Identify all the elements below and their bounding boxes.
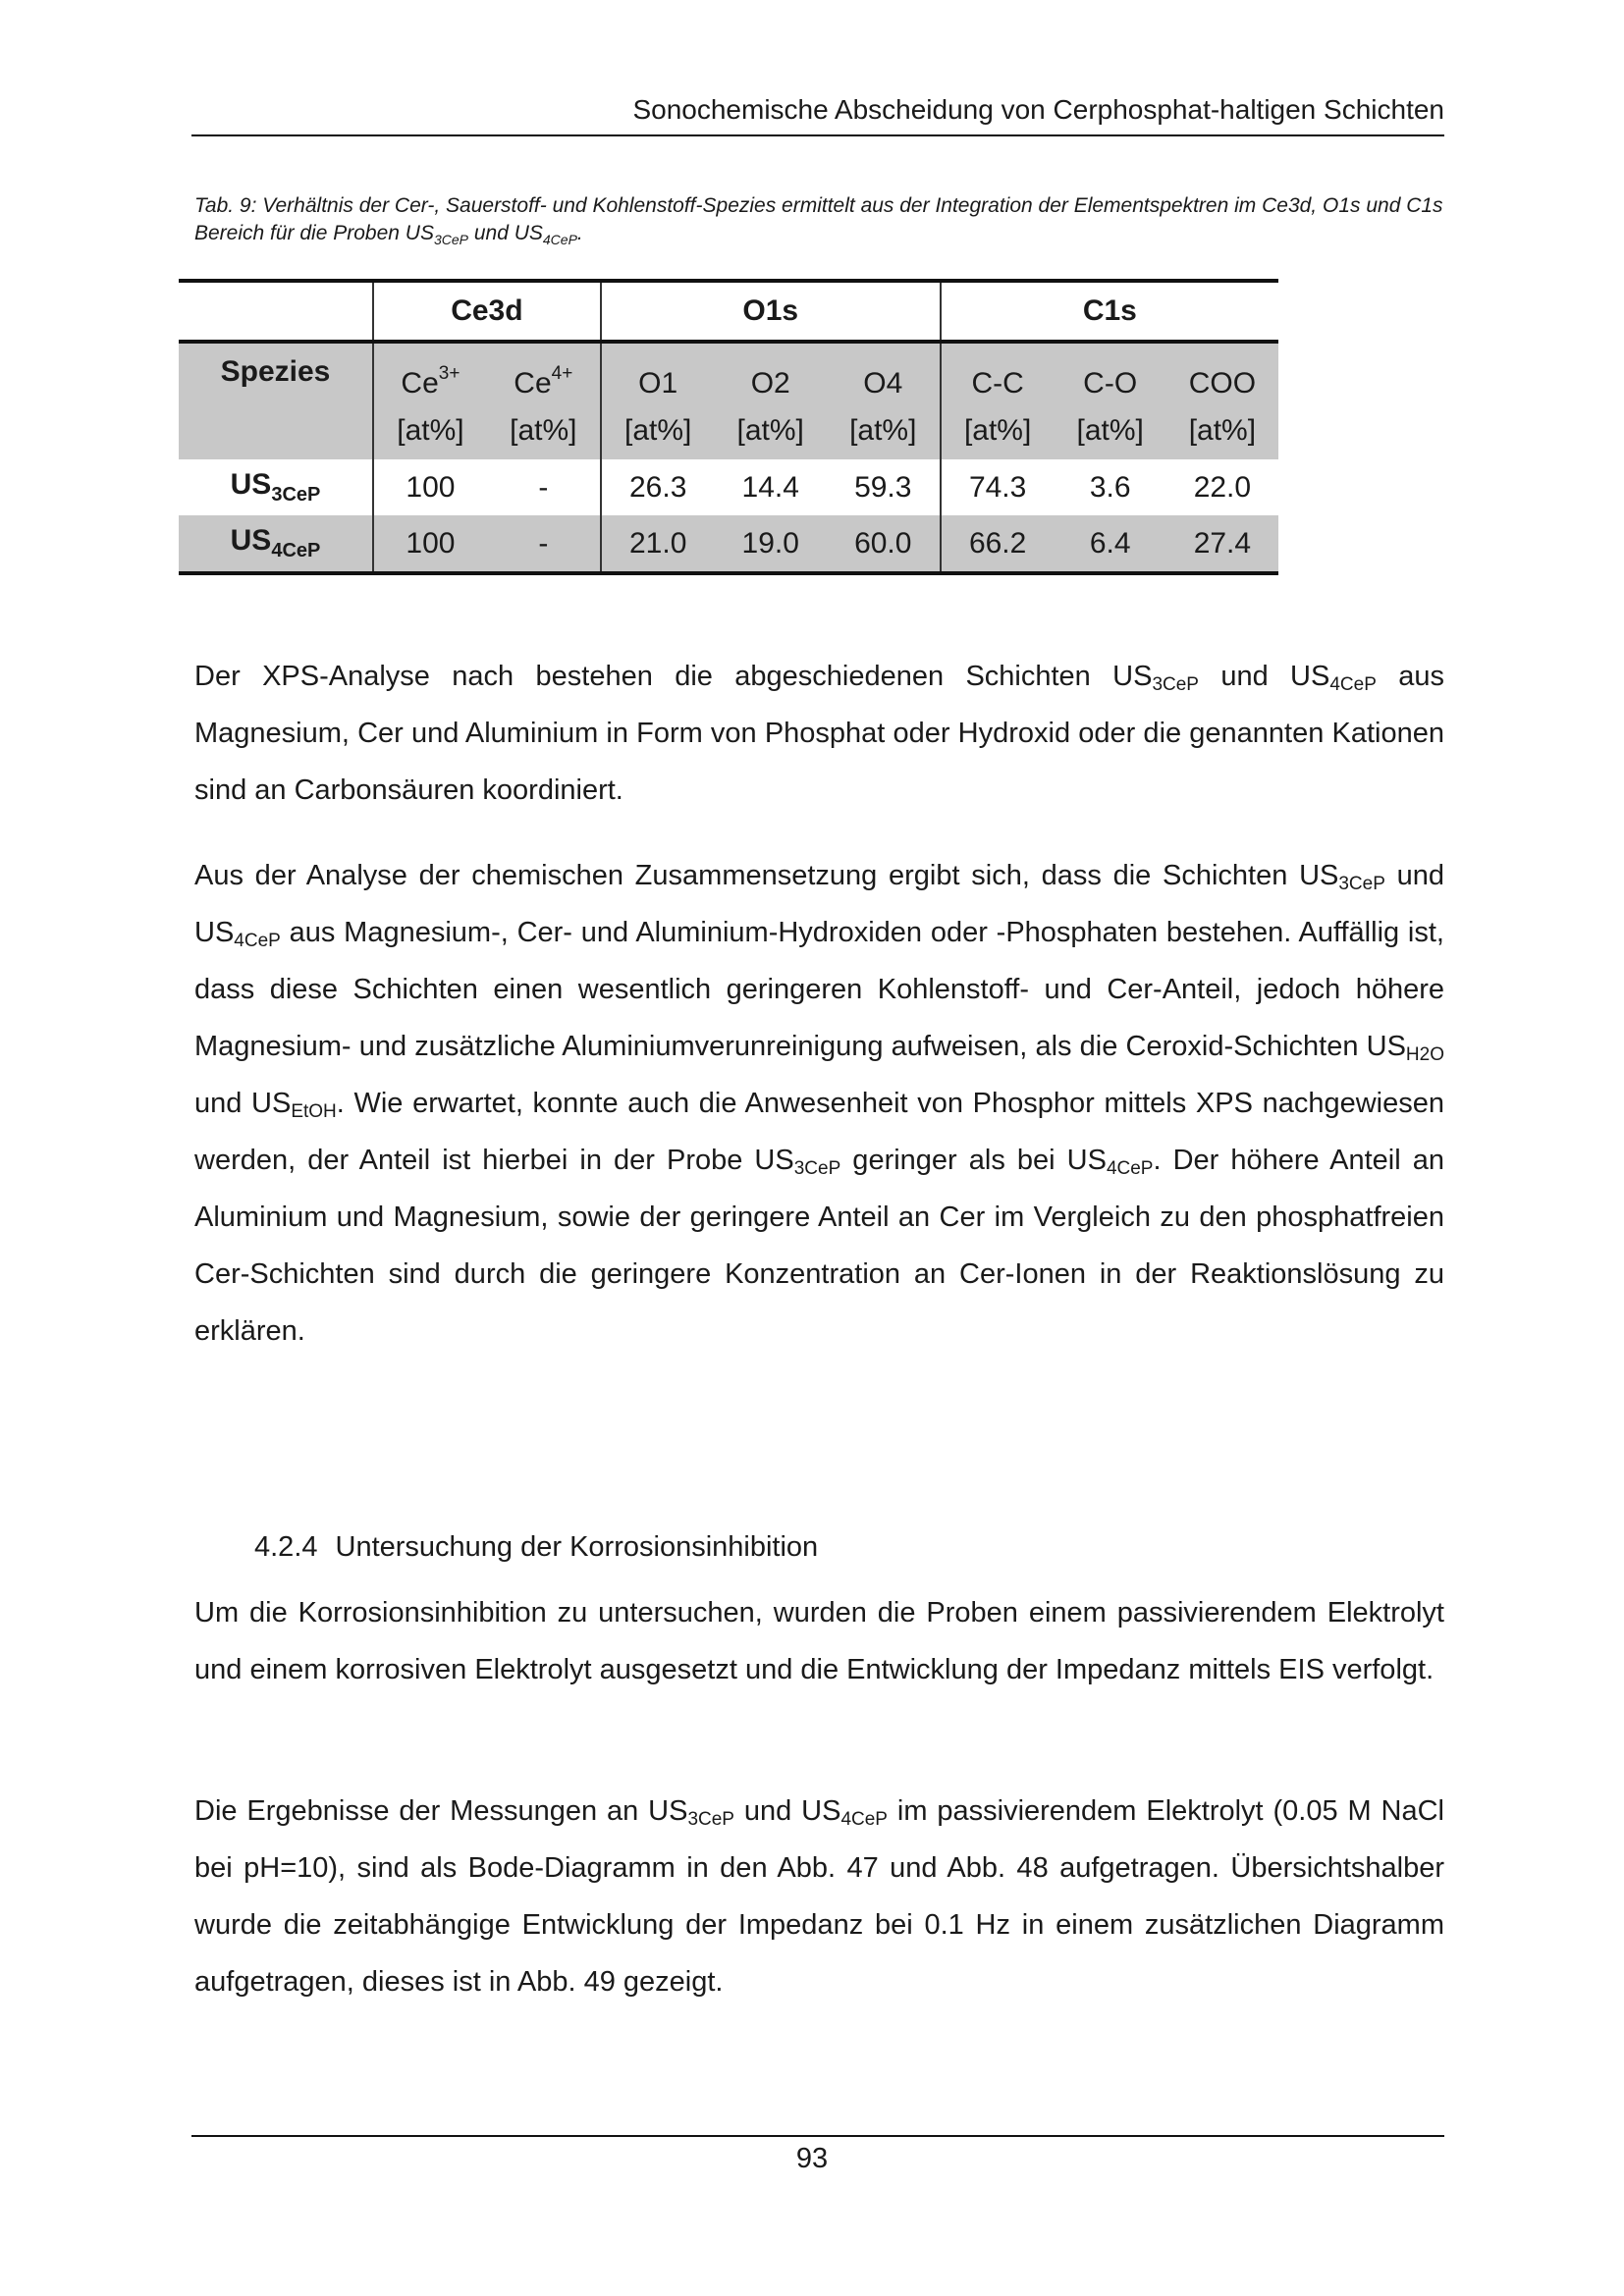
table-cell: 3.6: [1089, 470, 1131, 504]
column-base: C-O: [1083, 367, 1138, 400]
table-row: [179, 515, 1278, 573]
paragraph: [194, 847, 1444, 1360]
text-run: und US: [1198, 661, 1330, 692]
subscript: 4CeP: [1329, 674, 1377, 695]
column-unit: [at%]: [1166, 402, 1278, 459]
table-cell: 100: [373, 515, 487, 573]
subscript: H2O: [1405, 1044, 1444, 1065]
table-cell: 60.0: [827, 515, 941, 573]
row-label: [179, 515, 373, 573]
column-unit: [at%]: [827, 402, 941, 459]
text-run: Aus der Analyse der chemischen Zusammensetzung ergibt sich, dass die Schichten US: [194, 860, 1339, 891]
text-run: aus Magnesium, Cer und Aluminium in Form von Phosphat oder Hydroxid oder die genannten Kationen sind an Carbonsäuren koordiniert.: [194, 661, 1444, 806]
column-header: [487, 342, 601, 402]
text-run: aus Magnesium-, Cer- und Aluminium-Hydroxiden oder -Phosphaten bestehen. Auffällig ist, dass diese Schichten einen wesentlich geringeren Kohlenstoff- und Cer-Anteil, jedoch höhere Magnesium- und zusätzliche Aluminiumverunreinigung aufweisen, als die Ceroxid-Schichten US: [194, 917, 1444, 1062]
column-unit: [at%]: [601, 402, 715, 459]
subscript: 3CeP: [687, 1809, 734, 1830]
running-header: Sonochemische Abscheidung von Cerphosphat-haltigen Schichten: [632, 94, 1444, 125]
column-header: [1055, 342, 1166, 402]
column-unit: [at%]: [373, 402, 487, 459]
table-group-header-row: [179, 281, 1278, 342]
column-unit: [at%]: [487, 402, 601, 459]
section-number: 4.2.4: [254, 1531, 318, 1563]
xps-species-table: [179, 279, 1278, 575]
subscript: 4CeP: [234, 931, 281, 951]
table-caption: [194, 192, 1445, 253]
column-base: Ce: [401, 367, 439, 400]
group-header: C1s: [941, 281, 1278, 342]
column-unit: [at%]: [715, 402, 827, 459]
group-header: O1s: [601, 281, 941, 342]
paragraph: [194, 1783, 1444, 2010]
column-unit: [at%]: [1055, 402, 1166, 459]
empty-cell: [179, 281, 373, 342]
subscript: 4CeP: [542, 232, 577, 248]
table-cell: 66.2: [941, 515, 1055, 573]
text-run: Tab. 9: Verhältnis der Cer-, Sauerstoff- und Kohlenstoff-Spezies ermittelt aus der Integration der Elementspektren im Ce3d, O1s und C1s Bereich für die Proben US: [194, 194, 1443, 244]
sample-subscript: 3CeP: [271, 484, 321, 506]
table-cell: 74.3: [941, 459, 1055, 515]
text-run: . Der höhere Anteil an Aluminium und Magnesium, sowie der geringere Anteil an Cer im Vergleich zu den phosphatfreien Cer-Schichten sind durch die geringere Konzentration an Cer-Ionen in der Reaktionslösung zu erklären.: [194, 1145, 1445, 1347]
header-rule: [191, 134, 1444, 136]
subscript: 3CeP: [1338, 874, 1385, 894]
sample-name: US: [230, 468, 272, 501]
table-cell: 21.0: [601, 515, 715, 573]
subscript: 3CeP: [793, 1158, 841, 1179]
column-base: C-C: [971, 367, 1024, 400]
column-header: [827, 342, 941, 402]
text-run: und US: [733, 1795, 841, 1827]
column-unit: [at%]: [941, 402, 1055, 459]
table-column-header-row: [179, 342, 1278, 402]
text-run: und US: [468, 222, 543, 244]
text-run: .: [576, 222, 583, 244]
table-cell: 14.4: [741, 470, 799, 504]
text-run: Die Ergebnisse der Messungen an US: [194, 1795, 688, 1827]
text-run: Der XPS-Analyse nach bestehen die abgeschiedenen Schichten US: [194, 661, 1153, 692]
column-superscript: 4+: [551, 363, 573, 384]
paragraph: [194, 648, 1444, 819]
section-heading: [254, 1531, 836, 1564]
paragraph: [194, 1584, 1444, 1698]
column-header: [715, 342, 827, 402]
table-row: [179, 459, 1278, 515]
subscript: 3CeP: [433, 232, 468, 248]
text-run: im passivierendem Elektrolyt (0.05 M NaCl bei pH=10), sind als Bode-Diagramm in den Abb. 47 und Abb. 48 aufgetragen. Übersichtshalber wurde die zeitabhängige Entwicklung der Impedanz bei 0.1 Hz in einem zusätzlichen Diagramm aufgetragen, dieses ist in Abb. 49 gezeigt.: [194, 1795, 1445, 1998]
table-cell: -: [538, 470, 549, 504]
table-cell: 100: [373, 459, 487, 515]
table-cell: 59.3: [854, 470, 912, 504]
row-label: [179, 459, 373, 515]
subscript: 4CeP: [840, 1809, 888, 1830]
column-header: [601, 342, 715, 402]
column-header: [941, 342, 1055, 402]
column-base: O1: [638, 367, 678, 400]
column-header: [373, 342, 487, 402]
table-cell: 26.3: [601, 459, 715, 515]
table-cell: 22.0: [1193, 470, 1252, 504]
subscript: EtOH: [291, 1101, 337, 1122]
subscript: 4CeP: [1106, 1158, 1154, 1179]
subscript: 3CeP: [1152, 674, 1199, 695]
column-header: [1166, 342, 1278, 402]
column-base: Ce: [514, 367, 552, 400]
group-header: Ce3d: [373, 281, 601, 342]
sample-name: US: [230, 524, 272, 557]
column-superscript: 3+: [438, 363, 460, 384]
page-number: 93: [795, 2143, 829, 2174]
table-cell: 6.4: [1055, 515, 1166, 573]
footer-rule: [191, 2135, 1444, 2137]
column-base: O4: [863, 367, 903, 400]
table-cell: 27.4: [1166, 515, 1278, 573]
sample-subscript: 4CeP: [271, 540, 321, 561]
table-cell: 19.0: [715, 515, 827, 573]
table-cell: -: [487, 515, 601, 573]
column-base: O2: [750, 367, 790, 400]
text-run: und US: [194, 1088, 292, 1119]
section-title: Untersuchung der Korrosionsinhibition: [335, 1531, 819, 1563]
text-run: . Wie erwartet, konnte auch die Anwesenheit von Phosphor mittels XPS nachgewiesen werden, der Anteil ist hierbei in der Probe US: [194, 1088, 1444, 1176]
text-run: Um die Korrosionsinhibition zu untersuchen, wurden die Proben einem passivierendem Elektrolyt und einem korrosiven Elektrolyt ausgesetzt und die Entwicklung der Impedanz mittels EIS verfolgt.: [194, 1597, 1444, 1685]
text-run: und US: [194, 860, 1444, 948]
species-label: Spezies: [179, 342, 373, 459]
text-run: geringer als bei US: [840, 1145, 1107, 1176]
column-base: COO: [1188, 367, 1257, 400]
